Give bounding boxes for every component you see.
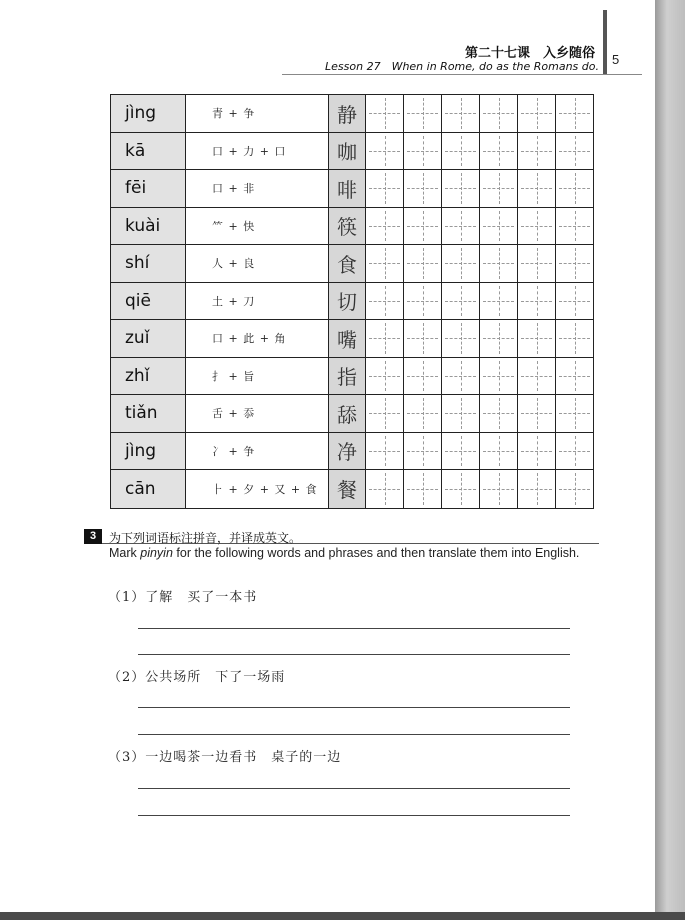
practice-cell[interactable]: [556, 95, 593, 132]
practice-cell[interactable]: [404, 170, 442, 207]
practice-cell[interactable]: [442, 433, 480, 470]
practice-cell[interactable]: [518, 208, 556, 245]
practice-cell[interactable]: [518, 95, 556, 132]
practice-cell[interactable]: [366, 170, 404, 207]
practice-cell[interactable]: [404, 208, 442, 245]
components-cell: 扌 + 旨: [186, 358, 329, 395]
practice-cell[interactable]: [518, 283, 556, 320]
practice-grid: [366, 170, 593, 207]
practice-cell[interactable]: [556, 433, 593, 470]
practice-cell[interactable]: [518, 433, 556, 470]
pinyin-cell: cān: [111, 470, 186, 508]
practice-cell[interactable]: [366, 208, 404, 245]
practice-cell[interactable]: [556, 133, 593, 170]
practice-grid: [366, 208, 593, 245]
table-row: [111, 170, 593, 208]
page-number: 5: [612, 52, 620, 67]
practice-grid: [366, 433, 593, 470]
model-character-cell: 净: [329, 433, 366, 470]
practice-grid: [366, 283, 593, 320]
practice-cell[interactable]: [442, 245, 480, 282]
components-cell: 舌 + 忝: [186, 395, 329, 432]
model-character-cell: 咖: [329, 133, 366, 170]
practice-cell[interactable]: [556, 320, 593, 357]
pinyin-cell: zhǐ: [111, 358, 186, 395]
exercise-instruction-chinese: 为下列词语标注拼音，并译成英文。: [109, 531, 302, 545]
practice-grid: [366, 133, 593, 170]
pinyin-cell: tiǎn: [111, 395, 186, 432]
table-row: [111, 320, 593, 358]
practice-grid: [366, 470, 593, 508]
pinyin-cell: kā: [111, 133, 186, 170]
practice-cell[interactable]: [480, 208, 518, 245]
table-row: [111, 470, 593, 508]
lesson-title-chinese: 第二十七课 入乡随俗: [464, 46, 595, 61]
components-cell: 土 + 刀: [186, 283, 329, 320]
practice-cell[interactable]: [366, 470, 404, 508]
practice-grid: [366, 320, 593, 357]
exercise-item-3: （3）一边喝茶一边看书 桌子的一边: [108, 750, 342, 765]
table-row: [111, 208, 593, 246]
practice-cell[interactable]: [404, 470, 442, 508]
components-cell: 口 + 此 + 角: [186, 320, 329, 357]
pinyin-cell: jìng: [111, 433, 186, 470]
exercise-number-badge: 3: [84, 529, 102, 544]
model-character-cell: 切: [329, 283, 366, 320]
practice-cell[interactable]: [480, 358, 518, 395]
practice-cell[interactable]: [480, 245, 518, 282]
practice-cell[interactable]: [480, 133, 518, 170]
practice-cell[interactable]: [442, 283, 480, 320]
practice-cell[interactable]: [366, 358, 404, 395]
practice-cell[interactable]: [366, 95, 404, 132]
practice-cell[interactable]: [518, 470, 556, 508]
practice-cell[interactable]: [556, 283, 593, 320]
practice-cell[interactable]: [366, 245, 404, 282]
practice-grid: [366, 358, 593, 395]
practice-cell[interactable]: [404, 245, 442, 282]
practice-cell[interactable]: [404, 433, 442, 470]
table-row: [111, 358, 593, 396]
practice-cell[interactable]: [556, 358, 593, 395]
pinyin-cell: shí: [111, 245, 186, 282]
practice-cell[interactable]: [442, 95, 480, 132]
practice-cell[interactable]: [404, 320, 442, 357]
practice-cell[interactable]: [442, 208, 480, 245]
page-edge-shadow: [655, 0, 685, 920]
practice-cell[interactable]: [480, 320, 518, 357]
header-rule: [282, 74, 642, 75]
model-character-cell: 筷: [329, 208, 366, 245]
practice-cell[interactable]: [366, 395, 404, 432]
pinyin-cell: fēi: [111, 170, 186, 207]
answer-line[interactable]: [138, 788, 570, 789]
practice-cell[interactable]: [366, 133, 404, 170]
lesson-title-english: Lesson 27 When in Rome, do as the Romans do.: [325, 60, 599, 73]
practice-cell[interactable]: [518, 395, 556, 432]
model-character-cell: 舔: [329, 395, 366, 432]
pinyin-cell: qiē: [111, 283, 186, 320]
components-cell: 冫 + 争: [186, 433, 329, 470]
practice-cell[interactable]: [442, 320, 480, 357]
components-cell: ⺮ + 快: [186, 208, 329, 245]
practice-cell[interactable]: [556, 395, 593, 432]
practice-cell[interactable]: [480, 433, 518, 470]
model-character-cell: 嘴: [329, 320, 366, 357]
practice-cell[interactable]: [518, 170, 556, 207]
practice-cell[interactable]: [556, 470, 593, 508]
practice-grid: [366, 395, 593, 432]
model-character-cell: 餐: [329, 470, 366, 508]
practice-cell[interactable]: [480, 470, 518, 508]
practice-cell[interactable]: [404, 358, 442, 395]
character-practice-table: [110, 94, 594, 509]
answer-line[interactable]: [138, 734, 570, 735]
table-row: [111, 283, 593, 321]
practice-grid: [366, 95, 593, 132]
header-divider-bar: [603, 10, 607, 74]
practice-cell[interactable]: [518, 320, 556, 357]
practice-cell[interactable]: [518, 245, 556, 282]
components-cell: 青 + 争: [186, 95, 329, 132]
practice-cell[interactable]: [480, 95, 518, 132]
table-row: [111, 395, 593, 433]
components-cell: 口 + 非: [186, 170, 329, 207]
practice-cell[interactable]: [556, 245, 593, 282]
table-row: [111, 433, 593, 471]
exercise-instruction-english: Mark pinyin for the following words and phrases and then translate them into English.: [109, 546, 580, 560]
exercise-item-1: （1）了解 买了一本书: [108, 590, 258, 605]
exercise-item-2: （2）公共场所 下了一场雨: [108, 670, 286, 685]
components-cell: 口 + 力 + 口: [186, 133, 329, 170]
model-character-cell: 指: [329, 358, 366, 395]
practice-cell[interactable]: [556, 170, 593, 207]
practice-cell[interactable]: [480, 395, 518, 432]
pinyin-cell: zuǐ: [111, 320, 186, 357]
window-bottom-bar: [0, 912, 685, 920]
practice-cell[interactable]: [366, 320, 404, 357]
pinyin-emphasis: pinyin: [140, 546, 173, 560]
practice-cell[interactable]: [442, 395, 480, 432]
practice-cell[interactable]: [518, 358, 556, 395]
answer-line[interactable]: [138, 707, 570, 708]
practice-cell[interactable]: [442, 358, 480, 395]
table-row: [111, 133, 593, 171]
practice-cell[interactable]: [404, 395, 442, 432]
practice-cell[interactable]: [442, 133, 480, 170]
practice-cell[interactable]: [518, 133, 556, 170]
answer-line[interactable]: [138, 628, 570, 629]
practice-cell[interactable]: [442, 170, 480, 207]
table-row: [111, 245, 593, 283]
components-cell: 人 + 良: [186, 245, 329, 282]
practice-cell[interactable]: [480, 283, 518, 320]
practice-cell[interactable]: [404, 133, 442, 170]
practice-grid: [366, 245, 593, 282]
practice-cell[interactable]: [556, 208, 593, 245]
answer-line[interactable]: [138, 815, 570, 816]
answer-line[interactable]: [138, 654, 570, 655]
model-character-cell: 啡: [329, 170, 366, 207]
practice-cell[interactable]: [404, 283, 442, 320]
practice-cell[interactable]: [442, 470, 480, 508]
model-character-cell: 静: [329, 95, 366, 132]
model-character-cell: 食: [329, 245, 366, 282]
components-cell: ⺊ + 夕 + 又 + 食: [186, 470, 329, 508]
pinyin-cell: kuài: [111, 208, 186, 245]
practice-cell[interactable]: [366, 433, 404, 470]
practice-cell[interactable]: [404, 95, 442, 132]
practice-cell[interactable]: [366, 283, 404, 320]
practice-cell[interactable]: [480, 170, 518, 207]
table-row: [111, 95, 593, 133]
pinyin-cell: jìng: [111, 95, 186, 132]
